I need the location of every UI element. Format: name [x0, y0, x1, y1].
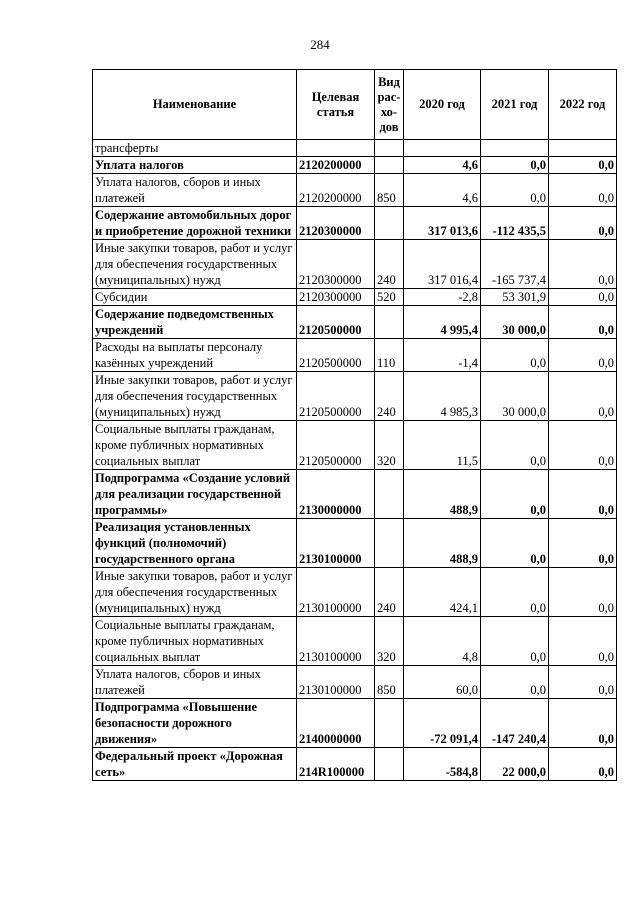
cell-code: 2130100000	[297, 617, 375, 666]
cell-code: 2140000000	[297, 699, 375, 748]
cell-v2021: 0,0	[481, 339, 549, 372]
cell-name: Подпрограмма «Создание условий для реализации государственной программы»	[93, 470, 297, 519]
table-row	[93, 157, 617, 174]
cell-name: Расходы на выплаты персоналу казённых учреждений	[93, 339, 297, 372]
table-row	[93, 519, 617, 568]
cell-kind: 850	[375, 174, 404, 207]
table-row	[93, 174, 617, 207]
cell-v2021: 0,0	[481, 421, 549, 470]
cell-kind: 240	[375, 372, 404, 421]
header-name: Наименование	[93, 70, 297, 140]
header-2021: 2021 год	[481, 70, 549, 140]
cell-kind: 520	[375, 289, 404, 306]
header-2022: 2022 год	[549, 70, 617, 140]
cell-kind	[375, 519, 404, 568]
cell-v2020: 11,5	[404, 421, 481, 470]
cell-v2022	[549, 140, 617, 157]
cell-kind	[375, 470, 404, 519]
cell-name: Уплата налогов, сборов и иных платежей	[93, 174, 297, 207]
cell-v2022: 0,0	[549, 240, 617, 289]
cell-code: 2120500000	[297, 372, 375, 421]
cell-v2021: 0,0	[481, 666, 549, 699]
cell-v2021	[481, 140, 549, 157]
cell-kind: 240	[375, 568, 404, 617]
cell-v2020: 488,9	[404, 519, 481, 568]
cell-v2022: 0,0	[549, 174, 617, 207]
cell-code: 2120300000	[297, 289, 375, 306]
header-kind: Вид рас-хо-дов	[375, 70, 404, 140]
cell-code: 2120500000	[297, 339, 375, 372]
cell-v2020: 4 995,4	[404, 306, 481, 339]
cell-kind: 320	[375, 617, 404, 666]
cell-kind: 240	[375, 240, 404, 289]
cell-code: 2120300000	[297, 207, 375, 240]
table-row	[93, 470, 617, 519]
cell-v2021: -112 435,5	[481, 207, 549, 240]
cell-name: Социальные выплаты гражданам, кроме публичных нормативных социальных выплат	[93, 421, 297, 470]
cell-v2021: -165 737,4	[481, 240, 549, 289]
cell-code: 2120500000	[297, 306, 375, 339]
cell-kind	[375, 207, 404, 240]
cell-v2021: 0,0	[481, 174, 549, 207]
cell-name: Уплата налогов	[93, 157, 297, 174]
cell-kind: 110	[375, 339, 404, 372]
cell-v2022: 0,0	[549, 519, 617, 568]
table-row	[93, 140, 617, 157]
cell-kind	[375, 748, 404, 781]
table-row	[93, 289, 617, 306]
table-row	[93, 748, 617, 781]
cell-name: Субсидии	[93, 289, 297, 306]
table-row	[93, 699, 617, 748]
cell-v2020: 60,0	[404, 666, 481, 699]
cell-v2020: 317 016,4	[404, 240, 481, 289]
cell-code: 2120500000	[297, 421, 375, 470]
cell-code: 2130100000	[297, 519, 375, 568]
cell-v2022: 0,0	[549, 470, 617, 519]
table-row	[93, 666, 617, 699]
cell-code: 2120300000	[297, 240, 375, 289]
table-row	[93, 421, 617, 470]
table-row	[93, 617, 617, 666]
page-number: 284	[310, 37, 330, 52]
cell-code: 2130100000	[297, 568, 375, 617]
cell-v2020: 424,1	[404, 568, 481, 617]
cell-code: 2120200000	[297, 174, 375, 207]
cell-v2021: 53 301,9	[481, 289, 549, 306]
cell-v2020: -72 091,4	[404, 699, 481, 748]
cell-v2020	[404, 140, 481, 157]
cell-v2022: 0,0	[549, 421, 617, 470]
table-row	[93, 306, 617, 339]
table-row	[93, 207, 617, 240]
cell-v2020: 4 985,3	[404, 372, 481, 421]
cell-v2021: 30 000,0	[481, 372, 549, 421]
cell-v2022: 0,0	[549, 666, 617, 699]
cell-kind	[375, 140, 404, 157]
table-row	[93, 339, 617, 372]
cell-v2021: 0,0	[481, 617, 549, 666]
cell-v2020: 4,6	[404, 174, 481, 207]
cell-name: Содержание подведомственных учреждений	[93, 306, 297, 339]
cell-kind: 320	[375, 421, 404, 470]
cell-v2021: 0,0	[481, 157, 549, 174]
cell-v2021: 0,0	[481, 470, 549, 519]
cell-v2020: 488,9	[404, 470, 481, 519]
cell-v2020: 4,6	[404, 157, 481, 174]
cell-v2021: -147 240,4	[481, 699, 549, 748]
header-2020: 2020 год	[404, 70, 481, 140]
cell-v2022: 0,0	[549, 289, 617, 306]
table-header-row	[93, 70, 617, 140]
cell-v2022: 0,0	[549, 699, 617, 748]
cell-name: Уплата налогов, сборов и иных платежей	[93, 666, 297, 699]
cell-code	[297, 140, 375, 157]
budget-table	[92, 69, 617, 781]
cell-v2022: 0,0	[549, 568, 617, 617]
cell-v2022: 0,0	[549, 372, 617, 421]
cell-code: 2120200000	[297, 157, 375, 174]
cell-name: Содержание автомобильных дорог и приобретение дорожной техники	[93, 207, 297, 240]
table-row	[93, 240, 617, 289]
cell-name: Федеральный проект «Дорожная сеть»	[93, 748, 297, 781]
cell-name: Иные закупки товаров, работ и услуг для обеспечения государственных (муниципальных) нужд	[93, 568, 297, 617]
cell-v2020: -1,4	[404, 339, 481, 372]
cell-kind	[375, 306, 404, 339]
cell-v2020: 317 013,6	[404, 207, 481, 240]
cell-v2021: 0,0	[481, 519, 549, 568]
cell-kind	[375, 157, 404, 174]
cell-name: трансферты	[93, 140, 297, 157]
cell-v2022: 0,0	[549, 306, 617, 339]
cell-v2021: 30 000,0	[481, 306, 549, 339]
cell-code: 214R100000	[297, 748, 375, 781]
cell-v2020: 4,8	[404, 617, 481, 666]
cell-name: Иные закупки товаров, работ и услуг для обеспечения государственных (муниципальных) нужд	[93, 240, 297, 289]
cell-kind	[375, 699, 404, 748]
table-row	[93, 568, 617, 617]
cell-name: Подпрограмма «Повышение безопасности дорожного движения»	[93, 699, 297, 748]
cell-v2021: 0,0	[481, 568, 549, 617]
table-row	[93, 372, 617, 421]
cell-name: Реализация установленных функций (полномочий) государственного органа	[93, 519, 297, 568]
header-target: Целевая статья	[297, 70, 375, 140]
cell-v2022: 0,0	[549, 157, 617, 174]
cell-code: 2130000000	[297, 470, 375, 519]
cell-kind: 850	[375, 666, 404, 699]
cell-v2022: 0,0	[549, 207, 617, 240]
cell-code: 2130100000	[297, 666, 375, 699]
cell-v2022: 0,0	[549, 617, 617, 666]
cell-v2022: 0,0	[549, 748, 617, 781]
cell-v2021: 22 000,0	[481, 748, 549, 781]
cell-name: Иные закупки товаров, работ и услуг для обеспечения государственных (муниципальных) нужд	[93, 372, 297, 421]
cell-v2020: -584,8	[404, 748, 481, 781]
cell-v2022: 0,0	[549, 339, 617, 372]
cell-v2020: -2,8	[404, 289, 481, 306]
cell-name: Социальные выплаты гражданам, кроме публичных нормативных социальных выплат	[93, 617, 297, 666]
